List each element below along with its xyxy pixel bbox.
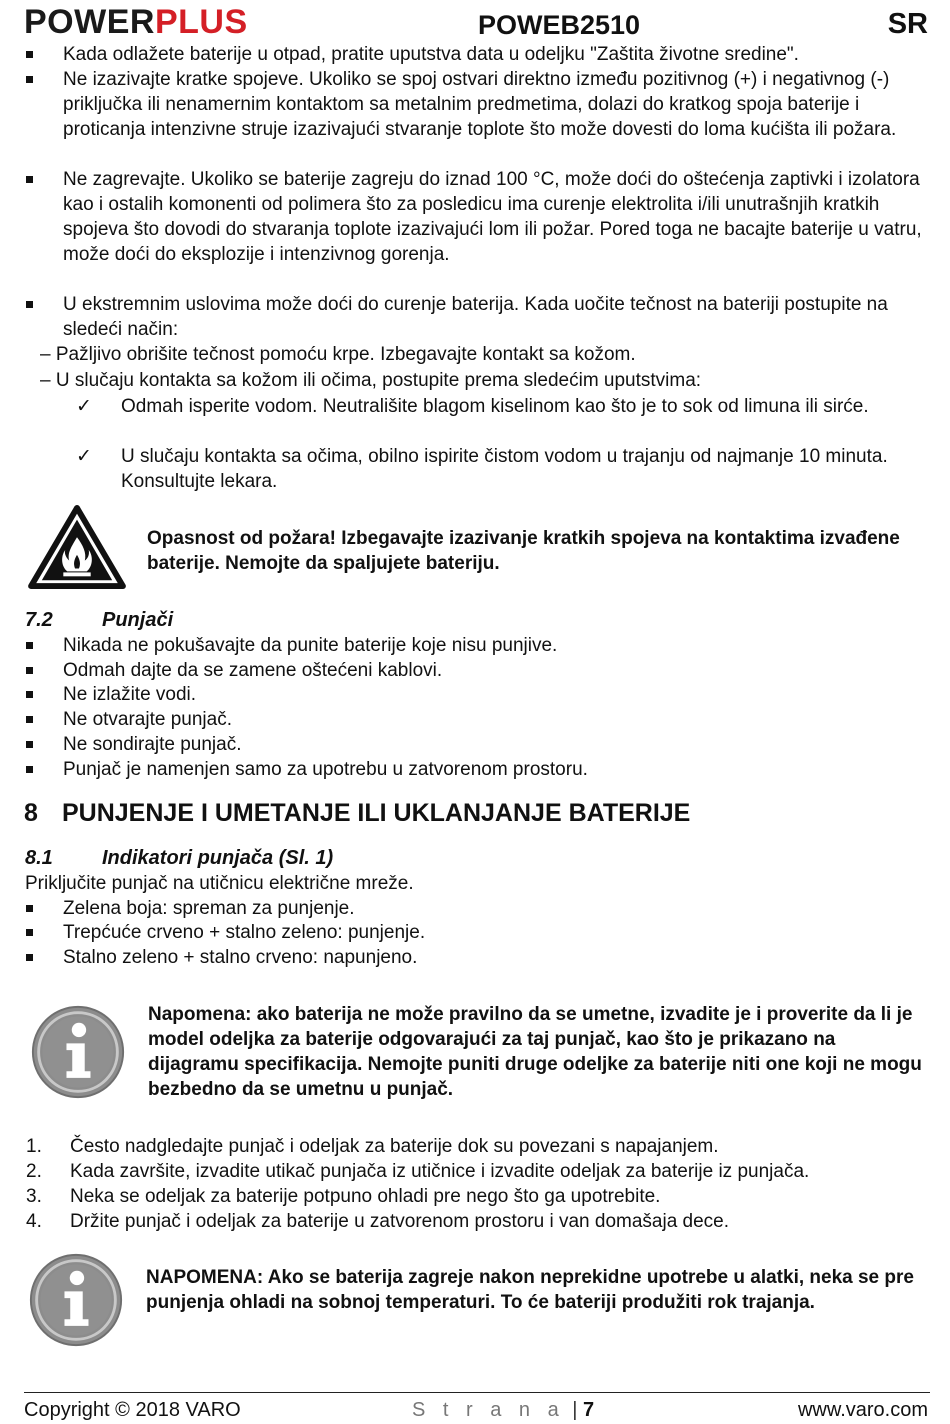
dash-item: – Pažljivo obrišite tečnost pomoću krpe. Izbegavajte kontakt sa kožom.: [40, 344, 636, 365]
bullet-square-icon: [26, 301, 33, 308]
page-indicator: S t r a n a | 7: [412, 1399, 595, 1421]
information-icon: [30, 1004, 126, 1100]
subsection-heading: 7.2 Punjači: [25, 609, 174, 631]
brand-logo: POWERPLUS: [24, 3, 248, 41]
note-text: Napomena: ako baterija ne može pravilno da se umetne, izvadite je i proverite da li je model odeljka za baterije odgovarajući za taj punjač, kao što je prikazano na dijagramu specifikacija. Nemojte puniti druge odeljke za baterije niti one koji ne mogu bezbedno da se umetnu u punjač.: [148, 1004, 922, 1100]
page-number: 7: [583, 1399, 595, 1421]
bullet-square-icon: [26, 766, 33, 773]
bullet-square-icon: [26, 954, 33, 961]
bullet-square-icon: [26, 691, 33, 698]
bullet-square-icon: [26, 76, 33, 83]
model-number: POWEB2510: [478, 10, 641, 40]
note-text: NAPOMENA: Ako se baterija zagreje nakon neprekidne upotrebe u alatki, neka se pre punjenja ohladi na sobnoj temperaturi. To će bateriji produžiti rok trajanja.: [146, 1267, 914, 1313]
website-url: www.varo.com: [797, 1399, 928, 1421]
subsection-heading: 8.1 Indikatori punjača (Sl. 1): [25, 847, 334, 869]
bullet-square-icon: [26, 51, 33, 58]
information-icon: [28, 1252, 124, 1348]
footer-divider: [24, 1392, 930, 1393]
bullet-square-icon: [26, 716, 33, 723]
bullet-square-icon: [26, 176, 33, 183]
fire-warning-text: Opasnost od požara! Izbegavajte izazivanje kratkih spojeva na kontaktima izvađene baterije. Nemojte da spaljujete bateriju.: [147, 528, 900, 574]
section-heading: 8 PUNJENJE I UMETANJE ILI UKLANJANJE BATERIJE: [24, 799, 691, 827]
manual-page: POWERPLUS POWEB2510 SR Kada odlažete baterije u otpad, pratite uputstva data u odeljku "Zaštita životne sredine". Ne izazivajte kratke spojeve. Ukoliko se spoj ostvari direktno između pozitivnog (+) i negativnog (-) priključka ili nenamernim kontaktom sa metalnim predmetima, dolazi do kratkog spoja baterije i proticanja intenzivne struje izazivajući stvaranje toplote što može dovesti do loma kućišta ili požara. Ne zagrevajte. Ukoliko se baterije zagreju do iznad 100 °C, može doći do oštećenja zaptivki i izolatora kao i ostalih komonenti od polimera što za posledicu ima curenje elektrolita i/ili unutrašnjih kratkih spojeva što dovodi do stvaranja toplote izazivajući lom ili požar. Pored toga ne bacajte baterije u vatru, može doći do eksplozije i intenzivnog gorenja. U ekstremnim uslovima može doći do curenje baterija. Kada uočite tečnost na bateriji postupite na sledeći način: – Pažljivo obrišite tečnost pomoću krpe. Izbegavajte kontakt sa kožom. – U slučaju kontakta sa kožom ili očima, postupite prema sledećim uputstvima: ✓ Odmah isperite vodom. Neutrališite blagom kiselinom kao što je to sok od limuna ili sirće. ✓ U slučaju kontakta sa očima, obilno ispirite čistom vodom u trajanju od najmanje 10 minuta. Konsultujte lekara. Opasnost od požara! Izbegavajte izazivanje kratkih spojeva na kontaktima izvađene baterije. Nemojte da spaljujete bateriju. 7.2 Punjači Nikada ne pokušavajte da punite baterije koje nisu punjive. Odmah dajte da se zamene oštećeni kablovi. Ne izlažite vodi. Ne otvarajte punjač. Ne sondirajte punjač. Punjač je namenjen samo za upotrebu u zatvorenom prostoru. 8 PUNJENJE I UMETANJE ILI UKLANJANJE BATERIJE 8.1 Indikatori punjača (Sl. 1) Priključite punjač na utičnicu električne mreže. Zelena boja: spreman za punjenje. Trepćuće crveno + stalno zeleno: punjenje. Stalno zeleno + stalno crveno: napunjeno. Napomena: ako baterija ne može pravilno da se umetne, izvadite je i proverite da li je model odeljka za baterije odgovarajući za taj punjač, kao što je prikazano na dijagramu specifikacija. Nemojte puniti druge odeljke za baterije niti one koji ne mogu bezbedno da se umetnu u punjač. 1. Često nadgledajte punjač i odeljak za baterije dok su povezani s napajanjem. 2. Kada završite, izvadite utikač punjača iz utičnice i izvadite odeljak za baterije iz punjača. 3. Neka se odeljak za baterije potpuno ohladi pre nego što ga upotrebite. 4. Držite punjač i odeljak za baterije u zatvorenom prostoru i van domašaja dece. NAPOMENA: Ako se baterija zagreje nakon neprekidne upotrebe u alatki, neka se pre punjenja ohladi na sobnoj temperaturi. To će bateriji produžiti rok trajanja. Copyright © 2018 VARO S t r a n a | 7 www.varo.com: [24, 3, 928, 1421]
bullet-square-icon: [26, 905, 33, 912]
fire-hazard-warning-icon: [28, 504, 126, 590]
paragraph: Priključite punjač na utičnicu električne mreže.: [25, 873, 414, 894]
checkmark-icon: ✓: [76, 395, 92, 417]
bullet-square-icon: [26, 667, 33, 674]
bullet-square-icon: [26, 642, 33, 649]
dash-icon: –: [40, 344, 56, 365]
bullet-square-icon: [26, 741, 33, 748]
language-code: SR: [887, 8, 928, 40]
dash-icon: –: [40, 370, 56, 391]
copyright: Copyright © 2018 VARO: [24, 1399, 241, 1421]
bullet-square-icon: [26, 929, 33, 936]
dash-item: – U slučaju kontakta sa kožom ili očima, postupite prema sledećim uputstvima:: [40, 370, 702, 391]
checkmark-icon: ✓: [76, 445, 92, 467]
